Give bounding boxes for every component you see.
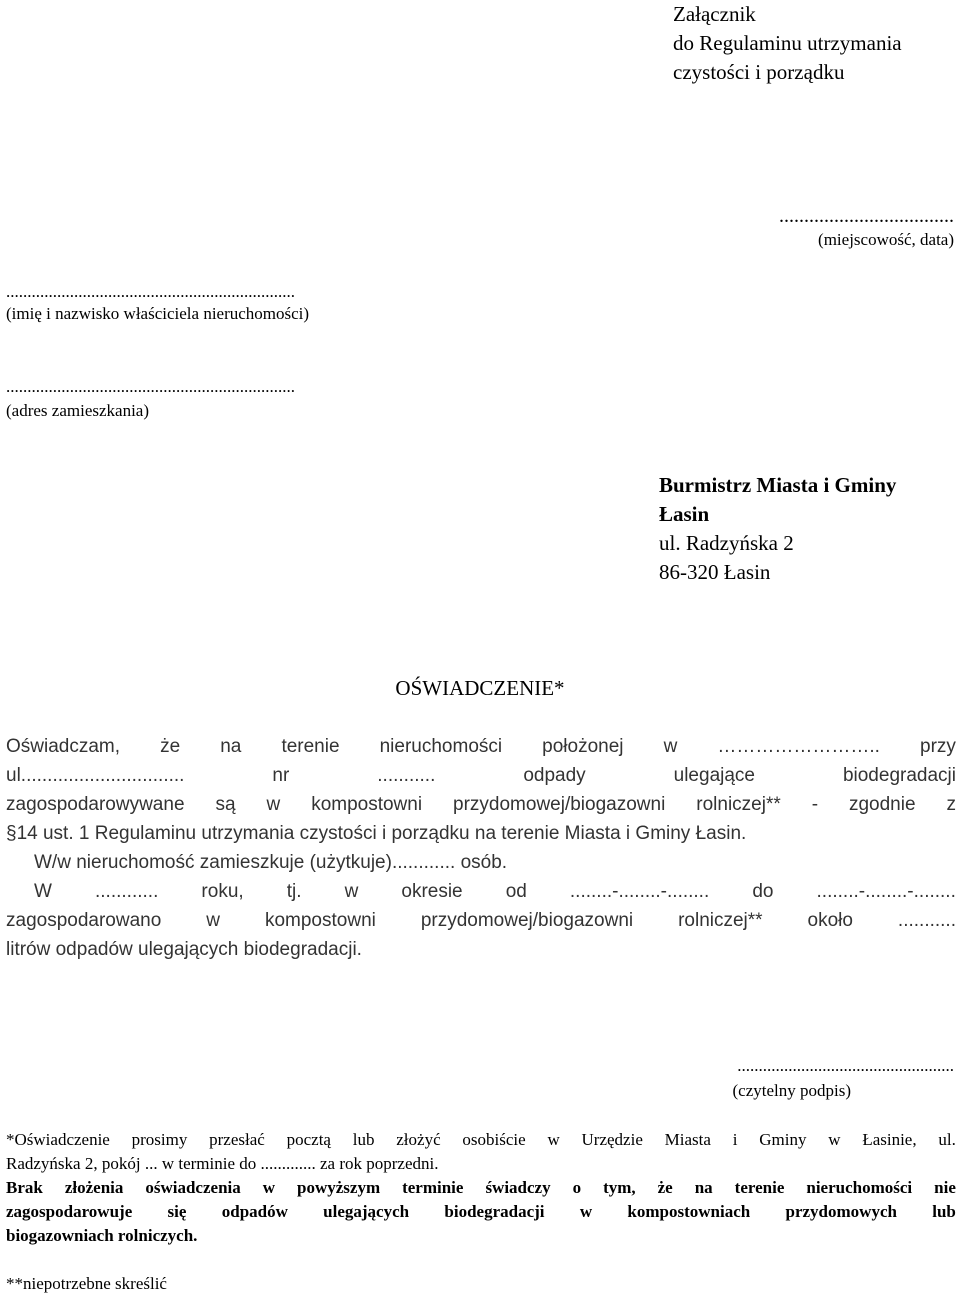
annex-line: czystości i porządku	[673, 60, 845, 84]
body-line	[6, 761, 956, 790]
word: przydomowej/biogazowni	[420, 910, 634, 931]
word: Miasta	[664, 1130, 711, 1149]
word: odpadów	[221, 1202, 288, 1221]
word: prosimy	[131, 1130, 188, 1149]
word: się	[167, 1202, 187, 1221]
word: w	[206, 910, 220, 931]
address-field[interactable]: ....................................................................	[6, 377, 295, 396]
word: około	[807, 910, 853, 931]
word: lub	[932, 1202, 956, 1221]
word: położonej	[542, 736, 624, 757]
body-line	[6, 877, 956, 906]
word: że	[657, 1178, 673, 1197]
signature-label: (czytelny podpis)	[732, 1081, 851, 1100]
signature-field[interactable]: ...................................................	[737, 1056, 954, 1075]
word: -	[811, 794, 819, 815]
word: powyższym	[297, 1178, 381, 1197]
recipient-line: Burmistrz Miasta i Gminy	[659, 473, 897, 497]
address-label: (adres zamieszkania)	[6, 401, 149, 420]
word: przesłać	[209, 1130, 265, 1149]
recipient-line: Łasin	[659, 502, 710, 526]
word: ulegających	[323, 1202, 410, 1221]
word: zagospodarowuje	[6, 1202, 133, 1221]
footnote-line	[6, 1200, 956, 1224]
word: zagospodarowywane	[6, 794, 185, 815]
word: nieruchomości	[379, 736, 503, 757]
footnote-line	[6, 1128, 956, 1152]
word: tj.	[286, 881, 302, 902]
body-line	[6, 732, 956, 761]
body-line	[6, 790, 956, 819]
word: przydomowych	[785, 1202, 897, 1221]
word: Łasinie,	[862, 1130, 917, 1149]
word: tym,	[603, 1178, 636, 1197]
footnote-line	[6, 1176, 956, 1200]
word: przydomowej/biogazowni	[453, 794, 666, 815]
word: ...........	[377, 765, 436, 786]
word: w	[547, 1130, 560, 1149]
footnote-line: biogazowniach rolniczych.	[6, 1226, 198, 1245]
word: w	[579, 1202, 593, 1221]
word: złożyć	[396, 1130, 441, 1149]
word: w	[663, 736, 678, 757]
body-line	[6, 906, 956, 935]
word: ……………………..	[717, 736, 880, 757]
word: świadczy	[485, 1178, 551, 1197]
word: kompostowniach	[627, 1202, 751, 1221]
word: nr	[272, 765, 290, 786]
word: zgodnie	[848, 794, 916, 815]
word: na	[694, 1178, 713, 1197]
annex-line: Załącznik	[673, 2, 756, 26]
declaration-title: OŚWIADCZENIE*	[395, 676, 565, 700]
word: Oświadczam,	[6, 736, 121, 757]
word: kompostowni	[264, 910, 376, 931]
word: nie	[934, 1178, 956, 1197]
word: od	[505, 881, 527, 902]
owner-name-label: (imię i nazwisko właściciela nieruchomości)	[6, 304, 310, 323]
word: oświadczenia	[145, 1178, 241, 1197]
word: ........-........-........	[569, 881, 710, 902]
word: roku,	[201, 881, 244, 902]
word: terenie	[281, 736, 340, 757]
word: lub	[352, 1130, 375, 1149]
word: rolniczej**	[696, 794, 781, 815]
declaration-body	[6, 732, 956, 964]
body-line: §14 ust. 1 Regulaminu utrzymania czystości i porządku na terenie Miasta i Gminy Łasin.	[6, 823, 747, 844]
word: ulegające	[673, 765, 755, 786]
recipient-block	[659, 471, 896, 587]
word: z	[946, 794, 956, 815]
word: ........-........-........	[816, 881, 956, 902]
word: na	[220, 736, 242, 757]
word: W	[34, 881, 52, 902]
body-line: litrów odpadów ulegających biodegradacji.	[6, 939, 362, 960]
footnote-line: Radzyńska 2, pokój ... w terminie do ............. za rok poprzedni.	[6, 1154, 439, 1173]
word: i	[732, 1130, 738, 1149]
word: są	[215, 794, 236, 815]
word: ul.	[938, 1130, 956, 1149]
annex-line: do Regulaminu utrzymania	[673, 31, 902, 55]
word: biodegradacji	[444, 1202, 545, 1221]
annex-header	[673, 0, 902, 87]
word: terenie	[734, 1178, 785, 1197]
word: Gminy	[759, 1130, 807, 1149]
word: złożenia	[64, 1178, 124, 1197]
word: ul...............................	[6, 765, 185, 786]
word: kompostowni	[311, 794, 423, 815]
word: w	[266, 794, 281, 815]
word: w	[828, 1130, 841, 1149]
recipient-line: 86-320 Łasin	[659, 560, 771, 584]
word: ............	[95, 881, 159, 902]
word: że	[160, 736, 181, 757]
word: terminie	[402, 1178, 464, 1197]
strike-note: **niepotrzebne skreślić	[6, 1274, 167, 1293]
word: przy	[920, 736, 956, 757]
word: *Oświadczenie	[6, 1130, 110, 1149]
word: Brak	[6, 1178, 43, 1197]
footnote	[6, 1128, 956, 1248]
place-date-field[interactable]: ...................................	[779, 205, 954, 227]
word: nieruchomości	[806, 1178, 913, 1197]
recipient-line: ul. Radzyńska 2	[659, 531, 794, 555]
word: Urzędzie	[581, 1130, 643, 1149]
word: pocztą	[286, 1130, 331, 1149]
place-date-label: (miejscowość, data)	[818, 230, 954, 249]
word: zagospodarowano	[6, 910, 162, 931]
word: do	[752, 881, 774, 902]
word: o	[572, 1178, 582, 1197]
owner-name-field[interactable]: ....................................................................	[6, 282, 295, 301]
body-line: W/w nieruchomość zamieszkuje (użytkuje)............ osób.	[34, 852, 508, 873]
word: osobiście	[462, 1130, 526, 1149]
word: biodegradacji	[842, 765, 956, 786]
word: okresie	[401, 881, 463, 902]
word: rolniczej**	[678, 910, 763, 931]
word: odpady	[523, 765, 586, 786]
word: w	[344, 881, 359, 902]
word: ...........	[897, 910, 956, 931]
word: w	[262, 1178, 276, 1197]
